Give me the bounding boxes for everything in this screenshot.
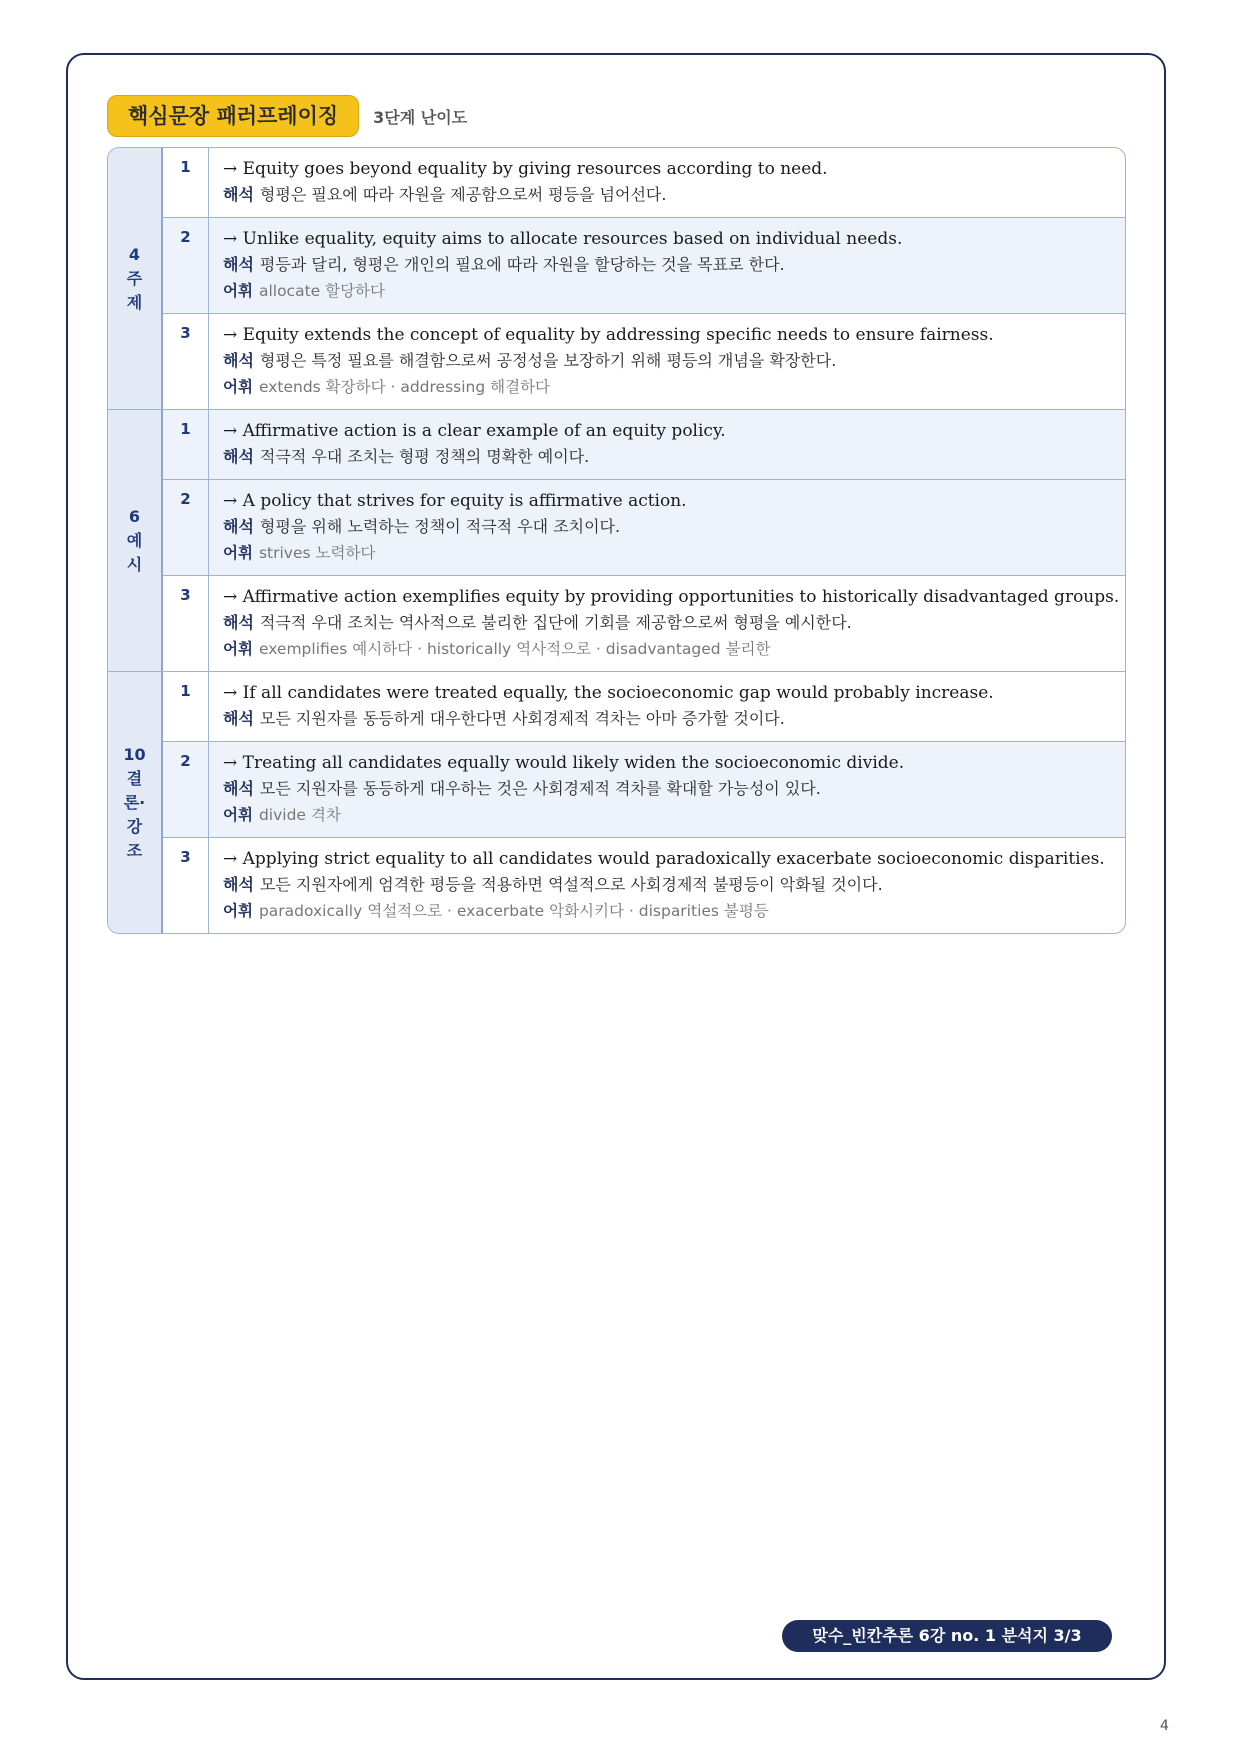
table-row bbox=[163, 480, 1126, 576]
english-sentence: → Equity goes beyond equality by giving resources according to need. bbox=[223, 159, 828, 179]
translation-tag: 해석 bbox=[223, 185, 254, 204]
vocab-text: strives 노력하다 bbox=[258, 544, 376, 562]
translation-tag: 해석 bbox=[223, 779, 254, 798]
section-group bbox=[108, 672, 1125, 933]
row-content bbox=[209, 314, 1125, 409]
translation-line bbox=[223, 872, 1111, 898]
translation-tag: 해석 bbox=[223, 517, 254, 536]
translation-line bbox=[223, 252, 1111, 278]
vocab-line bbox=[223, 278, 1111, 304]
table-row bbox=[163, 218, 1125, 314]
translation-line bbox=[223, 444, 1119, 470]
english-sentence: → Applying strict equality to all candidates would paradoxically exacerbate socioeconomic disparities. bbox=[223, 849, 1105, 869]
translation-text: 모든 지원자를 동등하게 대우한다면 사회경제적 격차는 아마 증가할 것이다. bbox=[259, 709, 785, 728]
vocab-text: allocate 할당하다 bbox=[258, 282, 386, 300]
translation-line bbox=[223, 776, 1111, 802]
section-label bbox=[108, 148, 163, 409]
vocab-tag: 어휘 bbox=[223, 378, 253, 396]
row-number: 3 bbox=[163, 838, 209, 933]
row-number: 2 bbox=[163, 480, 209, 575]
translation-text: 형평을 위해 노력하는 정책이 적극적 우대 조치이다. bbox=[259, 517, 621, 536]
vocab-line bbox=[223, 636, 1119, 662]
section-label-text: 10 결론·강조 bbox=[123, 744, 146, 860]
vocab-tag: 어휘 bbox=[223, 902, 253, 920]
english-sentence: → Equity extends the concept of equality by addressing specific needs to ensure fairness. bbox=[223, 325, 994, 345]
translation-text: 모든 지원자를 동등하게 대우하는 것은 사회경제적 격차를 확대할 가능성이 있다. bbox=[259, 779, 821, 798]
translation-line bbox=[223, 514, 1119, 540]
translation-line bbox=[223, 348, 1111, 374]
paraphrase-table bbox=[107, 147, 1126, 934]
table-row bbox=[163, 576, 1126, 671]
vocab-line bbox=[223, 898, 1111, 924]
difficulty-label: 3단계 난이도 bbox=[373, 107, 468, 127]
translation-text: 평등과 달리, 형평은 개인의 필요에 따라 자원을 할당하는 것을 목표로 한다. bbox=[259, 255, 785, 274]
table-row bbox=[163, 672, 1125, 742]
english-sentence: → Unlike equality, equity aims to allocate resources based on individual needs. bbox=[223, 229, 903, 249]
translation-tag: 해석 bbox=[223, 351, 254, 370]
translation-tag: 해석 bbox=[223, 613, 254, 632]
translation-text: 적극적 우대 조치는 형평 정책의 명확한 예이다. bbox=[259, 447, 590, 466]
table-row bbox=[163, 838, 1125, 933]
translation-line bbox=[223, 706, 1111, 732]
table-row bbox=[163, 314, 1125, 409]
section-title: 핵심문장 패러프레이징 bbox=[107, 95, 359, 137]
section-label bbox=[108, 410, 163, 671]
english-sentence: → Affirmative action exemplifies equity by providing opportunities to historically disadvantaged groups. bbox=[223, 587, 1120, 607]
row-number: 3 bbox=[163, 314, 209, 409]
translation-tag: 해석 bbox=[223, 447, 254, 466]
row-content bbox=[209, 148, 1125, 217]
page-number: 4 bbox=[1160, 1718, 1169, 1734]
vocab-text: divide 격차 bbox=[258, 806, 341, 824]
translation-tag: 해석 bbox=[223, 875, 254, 894]
translation-text: 적극적 우대 조치는 역사적으로 불리한 집단에 기회를 제공함으로써 형평을 예시한다. bbox=[259, 613, 852, 632]
row-number: 1 bbox=[163, 410, 209, 479]
section-label-text: 4 주제 bbox=[126, 244, 143, 312]
row-content bbox=[209, 218, 1125, 313]
row-number: 1 bbox=[163, 672, 209, 741]
table-row bbox=[163, 148, 1125, 218]
row-content bbox=[209, 838, 1125, 933]
row-number: 2 bbox=[163, 218, 209, 313]
english-sentence: → If all candidates were treated equally, the socioeconomic gap would probably increase. bbox=[223, 683, 994, 703]
translation-text: 형평은 특정 필요를 해결함으로써 공정성을 보장하기 위해 평등의 개념을 확장한다. bbox=[259, 351, 837, 370]
section-header bbox=[107, 95, 467, 137]
row-content bbox=[209, 742, 1125, 837]
english-sentence: → Treating all candidates equally would likely widen the socioeconomic divide. bbox=[223, 753, 905, 773]
translation-tag: 해석 bbox=[223, 709, 254, 728]
english-sentence: → Affirmative action is a clear example of an equity policy. bbox=[223, 421, 726, 441]
table-row bbox=[163, 742, 1125, 838]
vocab-tag: 어휘 bbox=[223, 544, 253, 562]
row-content bbox=[209, 410, 1126, 479]
translation-line bbox=[223, 182, 1111, 208]
row-number: 2 bbox=[163, 742, 209, 837]
translation-text: 형평은 필요에 따라 자원을 제공함으로써 평등을 넘어선다. bbox=[259, 185, 667, 204]
table-row bbox=[163, 410, 1126, 480]
section-label bbox=[108, 672, 163, 933]
footer-badge: 맞수_빈칸추론 6강 no. 1 분석지 3/3 bbox=[782, 1620, 1112, 1652]
translation-text: 모든 지원자에게 엄격한 평등을 적용하면 역설적으로 사회경제적 불평등이 악화될 것이다. bbox=[259, 875, 883, 894]
vocab-tag: 어휘 bbox=[223, 640, 253, 658]
row-content bbox=[209, 480, 1126, 575]
row-content bbox=[209, 576, 1126, 671]
translation-line bbox=[223, 610, 1119, 636]
vocab-text: paradoxically 역설적으로 · exacerbate 악화시키다 · disparities 불평등 bbox=[258, 902, 769, 920]
section-group bbox=[108, 148, 1125, 410]
vocab-tag: 어휘 bbox=[223, 806, 253, 824]
vocab-line bbox=[223, 540, 1119, 566]
vocab-text: extends 확장하다 · addressing 해결하다 bbox=[258, 378, 551, 396]
section-group bbox=[108, 410, 1125, 672]
vocab-tag: 어휘 bbox=[223, 282, 253, 300]
english-sentence: → A policy that strives for equity is affirmative action. bbox=[223, 491, 687, 511]
row-number: 1 bbox=[163, 148, 209, 217]
vocab-line bbox=[223, 802, 1111, 828]
vocab-line bbox=[223, 374, 1111, 400]
row-content bbox=[209, 672, 1125, 741]
row-number: 3 bbox=[163, 576, 209, 671]
vocab-text: exemplifies 예시하다 · historically 역사적으로 · disadvantaged 불리한 bbox=[258, 640, 771, 658]
translation-tag: 해석 bbox=[223, 255, 254, 274]
section-label-text: 6 예시 bbox=[126, 506, 143, 574]
